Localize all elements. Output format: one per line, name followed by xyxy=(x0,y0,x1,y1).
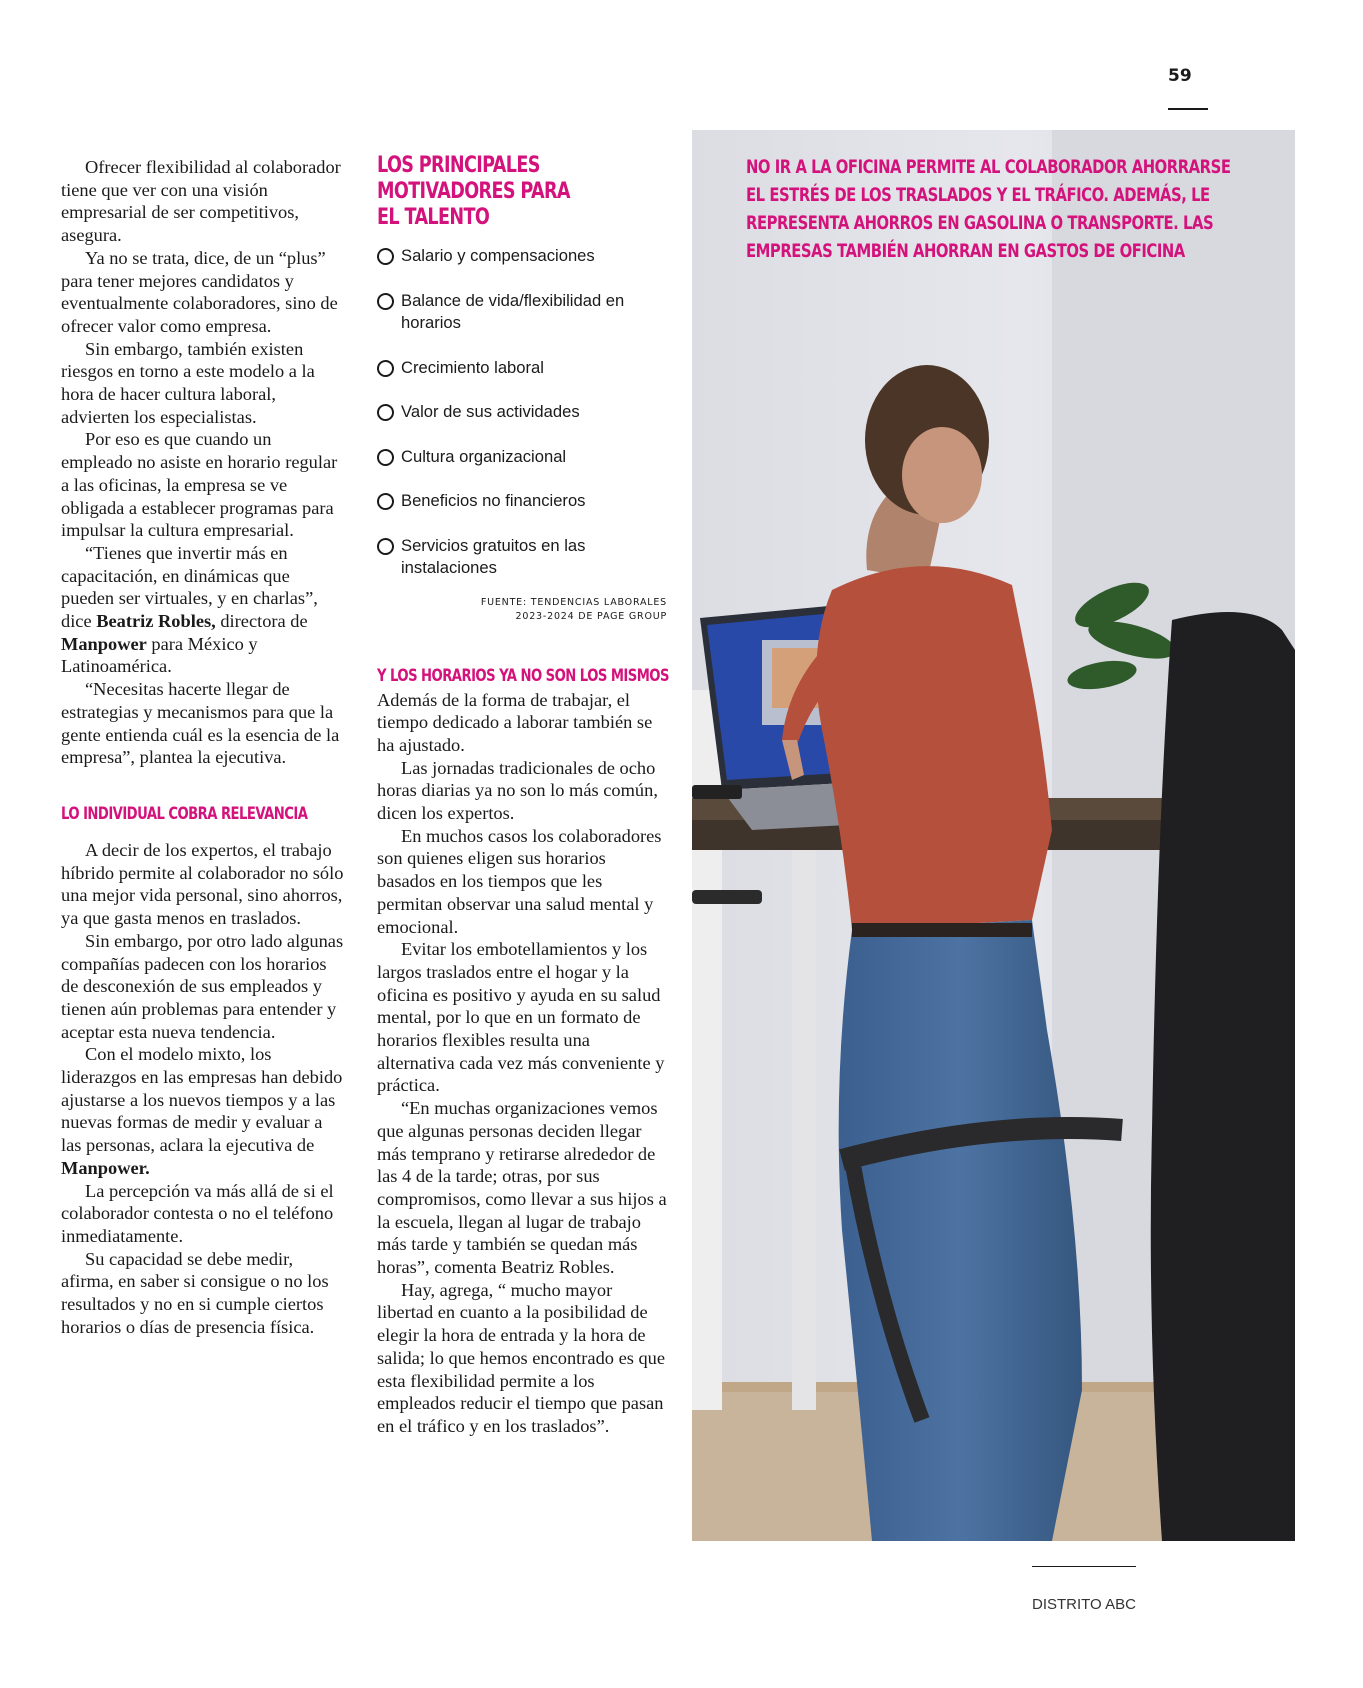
motivators-title xyxy=(377,153,609,231)
paragraph: Ya no se trata, dice, de un “plus” para tener mejores candidatos y eventualmente colaboradores, sino de ofrecer valor como empresa. xyxy=(61,247,338,336)
left-column xyxy=(61,156,346,1338)
photo-pull-quote xyxy=(746,153,1231,265)
paragraph: Además de la forma de trabajar, el tiempo dedicado a laborar también se ha ajustado. xyxy=(377,689,653,755)
quote-line: EL ESTRÉS DE LOS TRASLADOS Y EL TRÁFICO. ADEMÁS, LE xyxy=(746,184,1210,206)
photo-woman-standing-desk xyxy=(692,130,1295,1541)
list-item-label: Beneficios no financieros xyxy=(401,491,586,510)
list-item-label: Valor de sus actividades xyxy=(401,402,580,421)
quote-line: REPRESENTA AHORROS EN GASOLINA O TRANSPORTE. LAS xyxy=(746,212,1214,234)
list-item xyxy=(377,357,667,380)
paragraph: Evitar los embotellamientos y los largos traslados entre el hogar y la oficina es positivo y ayuda en su salud mental, por lo que en un formato de horarios flexibles resulta una alternativa cada vez más conveniente y práctica. xyxy=(377,939,665,1096)
circle-bullet-icon xyxy=(377,449,394,466)
circle-bullet-icon xyxy=(377,293,394,310)
paragraph: Sin embargo, por otro lado algunas compañías padecen con los horarios de desconexión de sus empleados y tienen aún problemas para entender y aceptar esta nueva tendencia. xyxy=(61,930,344,1042)
paragraph: Las jornadas tradicionales de ocho horas diarias ya no son lo más común, dicen los expertos. xyxy=(377,757,658,824)
title-line: MOTIVADORES PARA xyxy=(377,179,570,204)
list-item xyxy=(377,245,667,268)
paragraph-robles-quote xyxy=(61,542,346,678)
paragraph: “Necesitas hacerte llegar de estrategias y mecanismos para que la gente entienda cuál es la esencia de la empresa”, plantea la ejecutiva. xyxy=(61,679,340,768)
list-item xyxy=(377,290,667,335)
quote-line: NO IR A LA OFICINA PERMITE AL COLABORADOR AHORRARSE xyxy=(746,156,1231,178)
middle-column xyxy=(377,153,667,1438)
list-item xyxy=(377,446,667,469)
paragraph: Ofrecer flexibilidad al colaborador tiene que ver con una visión empresarial de ser competitivos, asegura. xyxy=(61,157,341,246)
list-item-label: Servicios gratuitos en las instalaciones xyxy=(401,535,586,577)
list-item xyxy=(377,401,667,424)
circle-bullet-icon xyxy=(377,404,394,421)
list-item xyxy=(377,535,667,580)
person-name: Beatriz Robles, xyxy=(96,611,216,632)
subheading-horarios: Y LOS HORARIOS YA NO SON LOS MISMOS xyxy=(377,665,669,685)
list-item-label: Balance de vida/flexibilidad en horarios xyxy=(401,290,625,332)
list-item-label: Crecimiento laboral xyxy=(401,357,544,377)
list-item xyxy=(377,490,667,513)
circle-bullet-icon xyxy=(377,538,394,555)
company-name: Manpower xyxy=(61,633,147,654)
company-name: Manpower. xyxy=(61,1157,150,1178)
title-line: EL TALENTO xyxy=(377,205,490,230)
text-span: “Tienes que invertir más en capacitación, en dinámicas que pueden ser virtuales, y en charlas”, dice xyxy=(61,542,318,632)
page-number-rule xyxy=(1168,108,1208,110)
source-credit: FUENTE: TENDENCIAS LABORALES 2023-2024 DE PAGE GROUP xyxy=(480,596,667,622)
paragraph: Sin embargo, también existen riesgos en torno a este modelo a la hora de hacer cultura laboral, advierten los especialistas. xyxy=(61,338,315,427)
paragraph: La percepción va más allá de si el colaborador contesta o no el teléfono inmediatamente. xyxy=(61,1180,334,1246)
list-item-label: Salario y compensaciones xyxy=(401,246,595,265)
motivators-list xyxy=(377,245,667,580)
text-span: para México y Latinoamérica. xyxy=(61,633,258,677)
text-span: Con el modelo mixto, los liderazgos en las empresas han debido ajustarse a los nuevos tiempos y a las nuevas formas de medir y evaluar a las personas, aclara la ejecutiva de xyxy=(61,1044,343,1156)
horarios-section xyxy=(377,665,667,1438)
paragraph: Su capacidad se debe medir, afirma, en saber si consigue o no los resultados y no en si cumple ciertos horarios o días de presencia física. xyxy=(61,1248,329,1337)
paragraph: Por eso es que cuando un empleado no asiste en horario regular a las oficinas, la empresa se ve obligada a establecer programas para impulsar la cultura empresarial. xyxy=(61,429,338,541)
paragraph-modelo-mixto xyxy=(61,1043,346,1179)
circle-bullet-icon xyxy=(377,360,394,377)
paragraph: Hay, agrega, “ mucho mayor libertad en cuanto a la posibilidad de elegir la hora de entrada y la hora de salida; lo que hemos encontrado es que esta flexibilidad permite a los empleados reducir el tiempo que pasan en el tráfico y en los traslados”. xyxy=(377,1279,666,1436)
paragraph: A decir de los expertos, el trabajo híbrido permite al colaborador no sólo una mejor vida personal, sino ahorros, ya que gasta menos en traslados. xyxy=(61,839,344,929)
subheading-individual: LO INDIVIDUAL COBRA RELEVANCIA xyxy=(61,803,308,823)
circle-bullet-icon xyxy=(377,493,394,510)
publication-name: DISTRITO ABC xyxy=(1032,1596,1136,1613)
paragraph: En muchos casos los colaboradores son quienes eligen sus horarios basados en los tiempos que les permitan observar una salud mental y emocional. xyxy=(377,825,662,937)
paragraph: “En muchas organizaciones vemos que algunas personas deciden llegar más temprano y retirarse alrededor de las 4 de la tarde; otras, por sus compromisos, como llevar a sus hijos a la escuela, llegan al lugar de trabajo más tarde y también se quedan más horas”, comenta Beatriz Robles. xyxy=(377,1098,667,1278)
motivators-box xyxy=(377,153,667,624)
quote-line: EMPRESAS TAMBIÉN AHORRAN EN GASTOS DE OFICINA xyxy=(746,240,1185,262)
list-item-label: Cultura organizacional xyxy=(401,446,567,466)
title-line: LOS PRINCIPALES xyxy=(377,153,540,178)
footer-rule xyxy=(1032,1566,1136,1567)
page-number: 59 xyxy=(1168,66,1192,86)
text-span: directora de xyxy=(215,611,308,632)
circle-bullet-icon xyxy=(377,248,394,265)
